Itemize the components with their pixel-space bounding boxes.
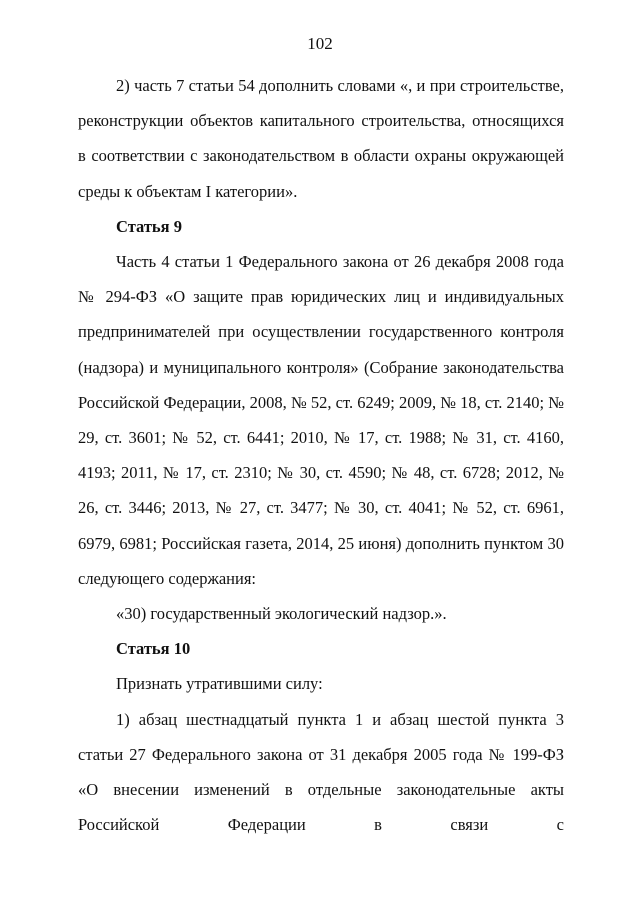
paragraph-article10-intro: Признать утратившими силу: <box>116 674 323 694</box>
article-9-heading: Статья 9 <box>116 216 182 236</box>
paragraph-article9-item30: «30) государственный экологический надзор.». <box>116 604 447 624</box>
paragraph-article9-body: Часть 4 статьи 1 Федерального закона от 26 декабря 2008 года № 294-ФЗ «О защите прав юридических лиц и индивидуальных предпринимателей при осуществлении государственного контроля (надзора) и муниципального контроля» (Собрание законодательства Российской Федерации, 2008, № 52, ст. 6249; 2009, № 18, ст. 2140; № 29, ст. 3601; № 52, ст. 6441; 2010, № 17, ст. 1988; № 31, ст. 4160, 4193; 2011, № 17, ст. 2310; № 30, ст. 4590; № 48, ст. 6728; 2012, № 26, ст. 3446; 2013, № 27, ст. 3477; № 30, ст. 4041; № 52, ст. 6961, 6979, 6981; Российская газета, 2014, 25 июня) дополнить пунктом 30 следующего содержания: <box>78 252 564 588</box>
document-body <box>78 68 564 842</box>
paragraph-article10-item1: 1) абзац шестнадцатый пункта 1 и абзац шестой пункта 3 статьи 27 Федерального закона от 31 декабря 2005 года № 199-ФЗ «О внесении изменений в отдельные законодательные акты Российской Федерации в связи с <box>78 709 564 835</box>
article-10-heading: Статья 10 <box>116 639 191 659</box>
paragraph-article8-item2: 2) часть 7 статьи 54 дополнить словами «, и при строительстве, реконструкции объектов капитального строительства, относящихся в соответствии с законодательством в области охраны окружающей среды к объектам I категории». <box>78 76 564 201</box>
page-number: 102 <box>307 34 333 53</box>
